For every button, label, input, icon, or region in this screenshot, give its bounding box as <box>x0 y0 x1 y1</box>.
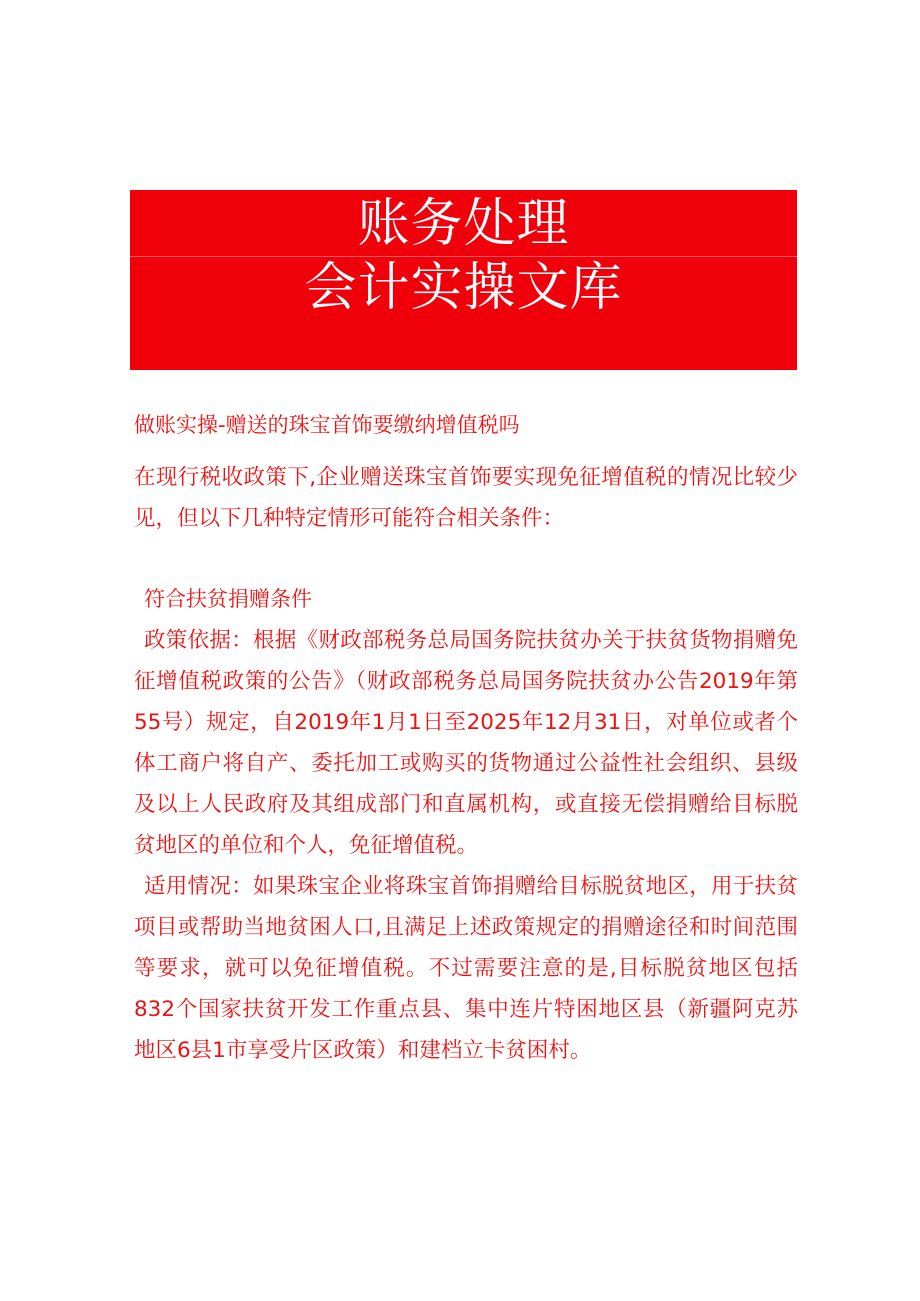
intro-paragraph: 在现行税收政策下,企业赠送珠宝首饰要实现免征增值税的情况比较少见，但以下几种特定情形可能符合相关条件： <box>134 465 798 531</box>
paragraph-gap <box>134 539 798 579</box>
document-body <box>134 405 798 1071</box>
document-title: 做账实操-赠送的珠宝首饰要缴纳增值税吗 <box>134 413 520 437</box>
application-paragraph: 适用情况：如果珠宝企业将珠宝首饰捐赠给目标脱贫地区，用于扶贫项目或帮助当地贫困人口,且满足上述政策规定的捐赠途径和时间范围等要求，就可以免征增值税。不过需要注意的是,目标脱贫地区包括832个国家扶贫开发工作重点县、集中连片特困地区县（新疆阿克苏地区6县1市享受片区政策）和建档立卡贫困村。 <box>134 874 798 1063</box>
banner-title-line2: 会计实操文库 <box>304 258 623 318</box>
header-banner <box>130 190 797 370</box>
section-heading: 符合扶贫捐赠条件 <box>144 587 312 611</box>
banner-title-line1: 账务处理 <box>357 194 570 254</box>
policy-paragraph: 政策依据：根据《财政部税务总局国务院扶贫办关于扶贫货物捐赠免征增值税政策的公告》（财政部税务总局国务院扶贫办公告2019年第55号）规定，自2019年1月1日至2025年12月31日，对单位或者个体工商户将自产、委托加工或购买的货物通过公益性社会组织、县级及以上人民政府及其组成部门和直属机构，或直接无偿捐赠给目标脱贫地区的单位和个人，免征增值税。 <box>134 628 798 858</box>
banner-divider <box>130 256 797 257</box>
